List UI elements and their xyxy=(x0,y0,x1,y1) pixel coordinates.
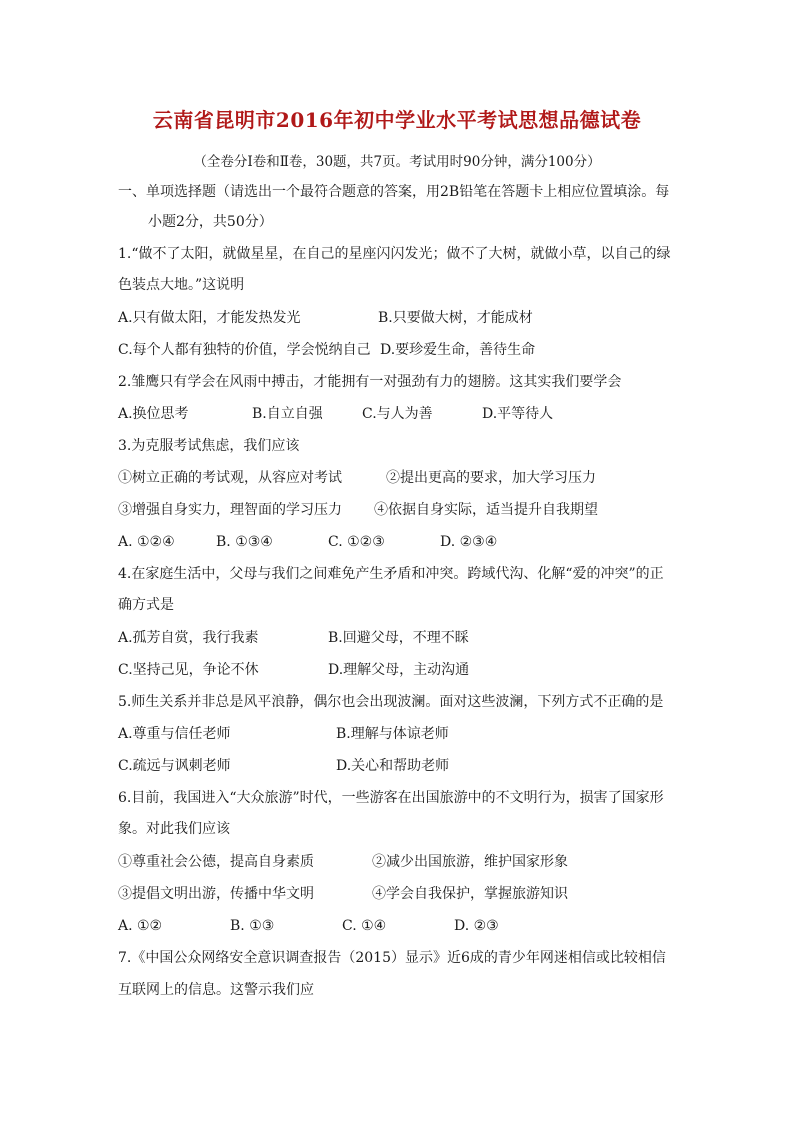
q2-option-b: B.自立自强 xyxy=(252,406,323,422)
q6-statement-1: ①尊重社会公德，提高自身素质 xyxy=(118,854,314,870)
q5-option-a: A.尊重与信任老师 xyxy=(118,726,231,742)
q7-stem-cont: 互联网上的信息。这警示我们应 xyxy=(118,982,314,998)
q2-option-d: D.平等待人 xyxy=(482,406,554,422)
q6-option-a: A. ①② xyxy=(118,918,163,934)
section-heading-cont: 小题2分，共50分） xyxy=(148,214,273,230)
q5-stem: 5.师生关系并非总是风平浪静，偶尔也会出现波澜。面对这些波澜，下列方式不正确的是 xyxy=(118,694,664,710)
q3-statement-4: ④依据自身实际，适当提升自我期望 xyxy=(374,502,598,518)
q1-option-d: D.要珍爱生命，善待生命 xyxy=(380,342,536,358)
q6-stem: 6.目前，我国进入“大众旅游”时代，一些游客在出国旅游中的不文明行为，损害了国家形 xyxy=(118,790,664,806)
q5-option-c: C.疏远与讽刺老师 xyxy=(118,758,231,774)
q4-option-c: C.坚持己见，争论不休 xyxy=(118,662,259,678)
q5-option-b: B.理解与体谅老师 xyxy=(336,726,449,742)
q3-option-a: A. ①②④ xyxy=(118,534,175,550)
q4-stem: 4.在家庭生活中，父母与我们之间难免产生矛盾和冲突。跨域代沟、化解“爱的冲突”的正 xyxy=(118,566,664,582)
q6-statement-2: ②减少出国旅游，维护国家形象 xyxy=(372,854,568,870)
q7-stem: 7.《中国公众网络安全意识调查报告（2015）显示》近6成的青少年网迷相信或比较相信 xyxy=(118,950,666,966)
exam-info: （全卷分Ⅰ卷和Ⅱ卷，30题，共7页。考试用时90分钟，满分100分） xyxy=(193,154,601,170)
q6-option-c: C. ①④ xyxy=(342,918,387,934)
q3-option-c: C. ①②③ xyxy=(328,534,385,550)
q1-option-b: B.只要做大树，才能成材 xyxy=(378,310,533,326)
q2-option-a: A.换位思考 xyxy=(118,406,189,422)
q6-stem-cont: 象。对此我们应该 xyxy=(118,821,230,837)
q1-option-a: A.只有做太阳，才能发热发光 xyxy=(118,310,301,326)
page-title: 云南省昆明市2016年初中学业水平考试思想品德试卷 xyxy=(152,108,642,132)
q6-statement-4: ④学会自我保护，掌握旅游知识 xyxy=(372,886,568,902)
q4-stem-cont: 确方式是 xyxy=(118,597,174,613)
q1-stem: 1.“做不了太阳，就做星星，在自己的星座闪闪发光；做不了大树，就做小草，以自己的绿 xyxy=(118,246,671,262)
section-heading: 一、单项选择题（请选出一个最符合题意的答案，用2B铅笔在答题卡上相应位置填涂。每 xyxy=(118,184,670,200)
q6-statement-3: ③提倡文明出游，传播中华文明 xyxy=(118,886,314,902)
q1-stem-cont: 色装点大地。”这说明 xyxy=(118,277,245,293)
q3-statement-2: ②提出更高的要求，加大学习压力 xyxy=(386,470,596,486)
q3-option-b: B. ①③④ xyxy=(216,534,273,550)
q4-option-b: B.回避父母，不理不睬 xyxy=(328,630,469,646)
q2-option-c: C.与人为善 xyxy=(362,406,433,422)
q3-statement-3: ③增强自身实力，理智面的学习压力 xyxy=(118,502,342,518)
q4-option-d: D.理解父母，主动沟通 xyxy=(328,662,470,678)
q1-option-c: C.每个人都有独特的价值，学会悦纳自己 xyxy=(118,342,371,358)
q4-option-a: A.孤芳自赏，我行我素 xyxy=(118,630,259,646)
q6-option-b: B. ①③ xyxy=(230,918,275,934)
q3-statement-1: ①树立正确的考试观，从容应对考试 xyxy=(118,470,342,486)
q3-stem: 3.为克服考试焦虑，我们应该 xyxy=(118,438,300,454)
q6-option-d: D. ②③ xyxy=(454,918,499,934)
q2-stem: 2.雏鹰只有学会在风雨中搏击，才能拥有一对强劲有力的翅膀。这其实我们要学会 xyxy=(118,374,622,390)
q3-option-d: D. ②③④ xyxy=(440,534,498,550)
q5-option-d: D.关心和帮助老师 xyxy=(336,758,450,774)
